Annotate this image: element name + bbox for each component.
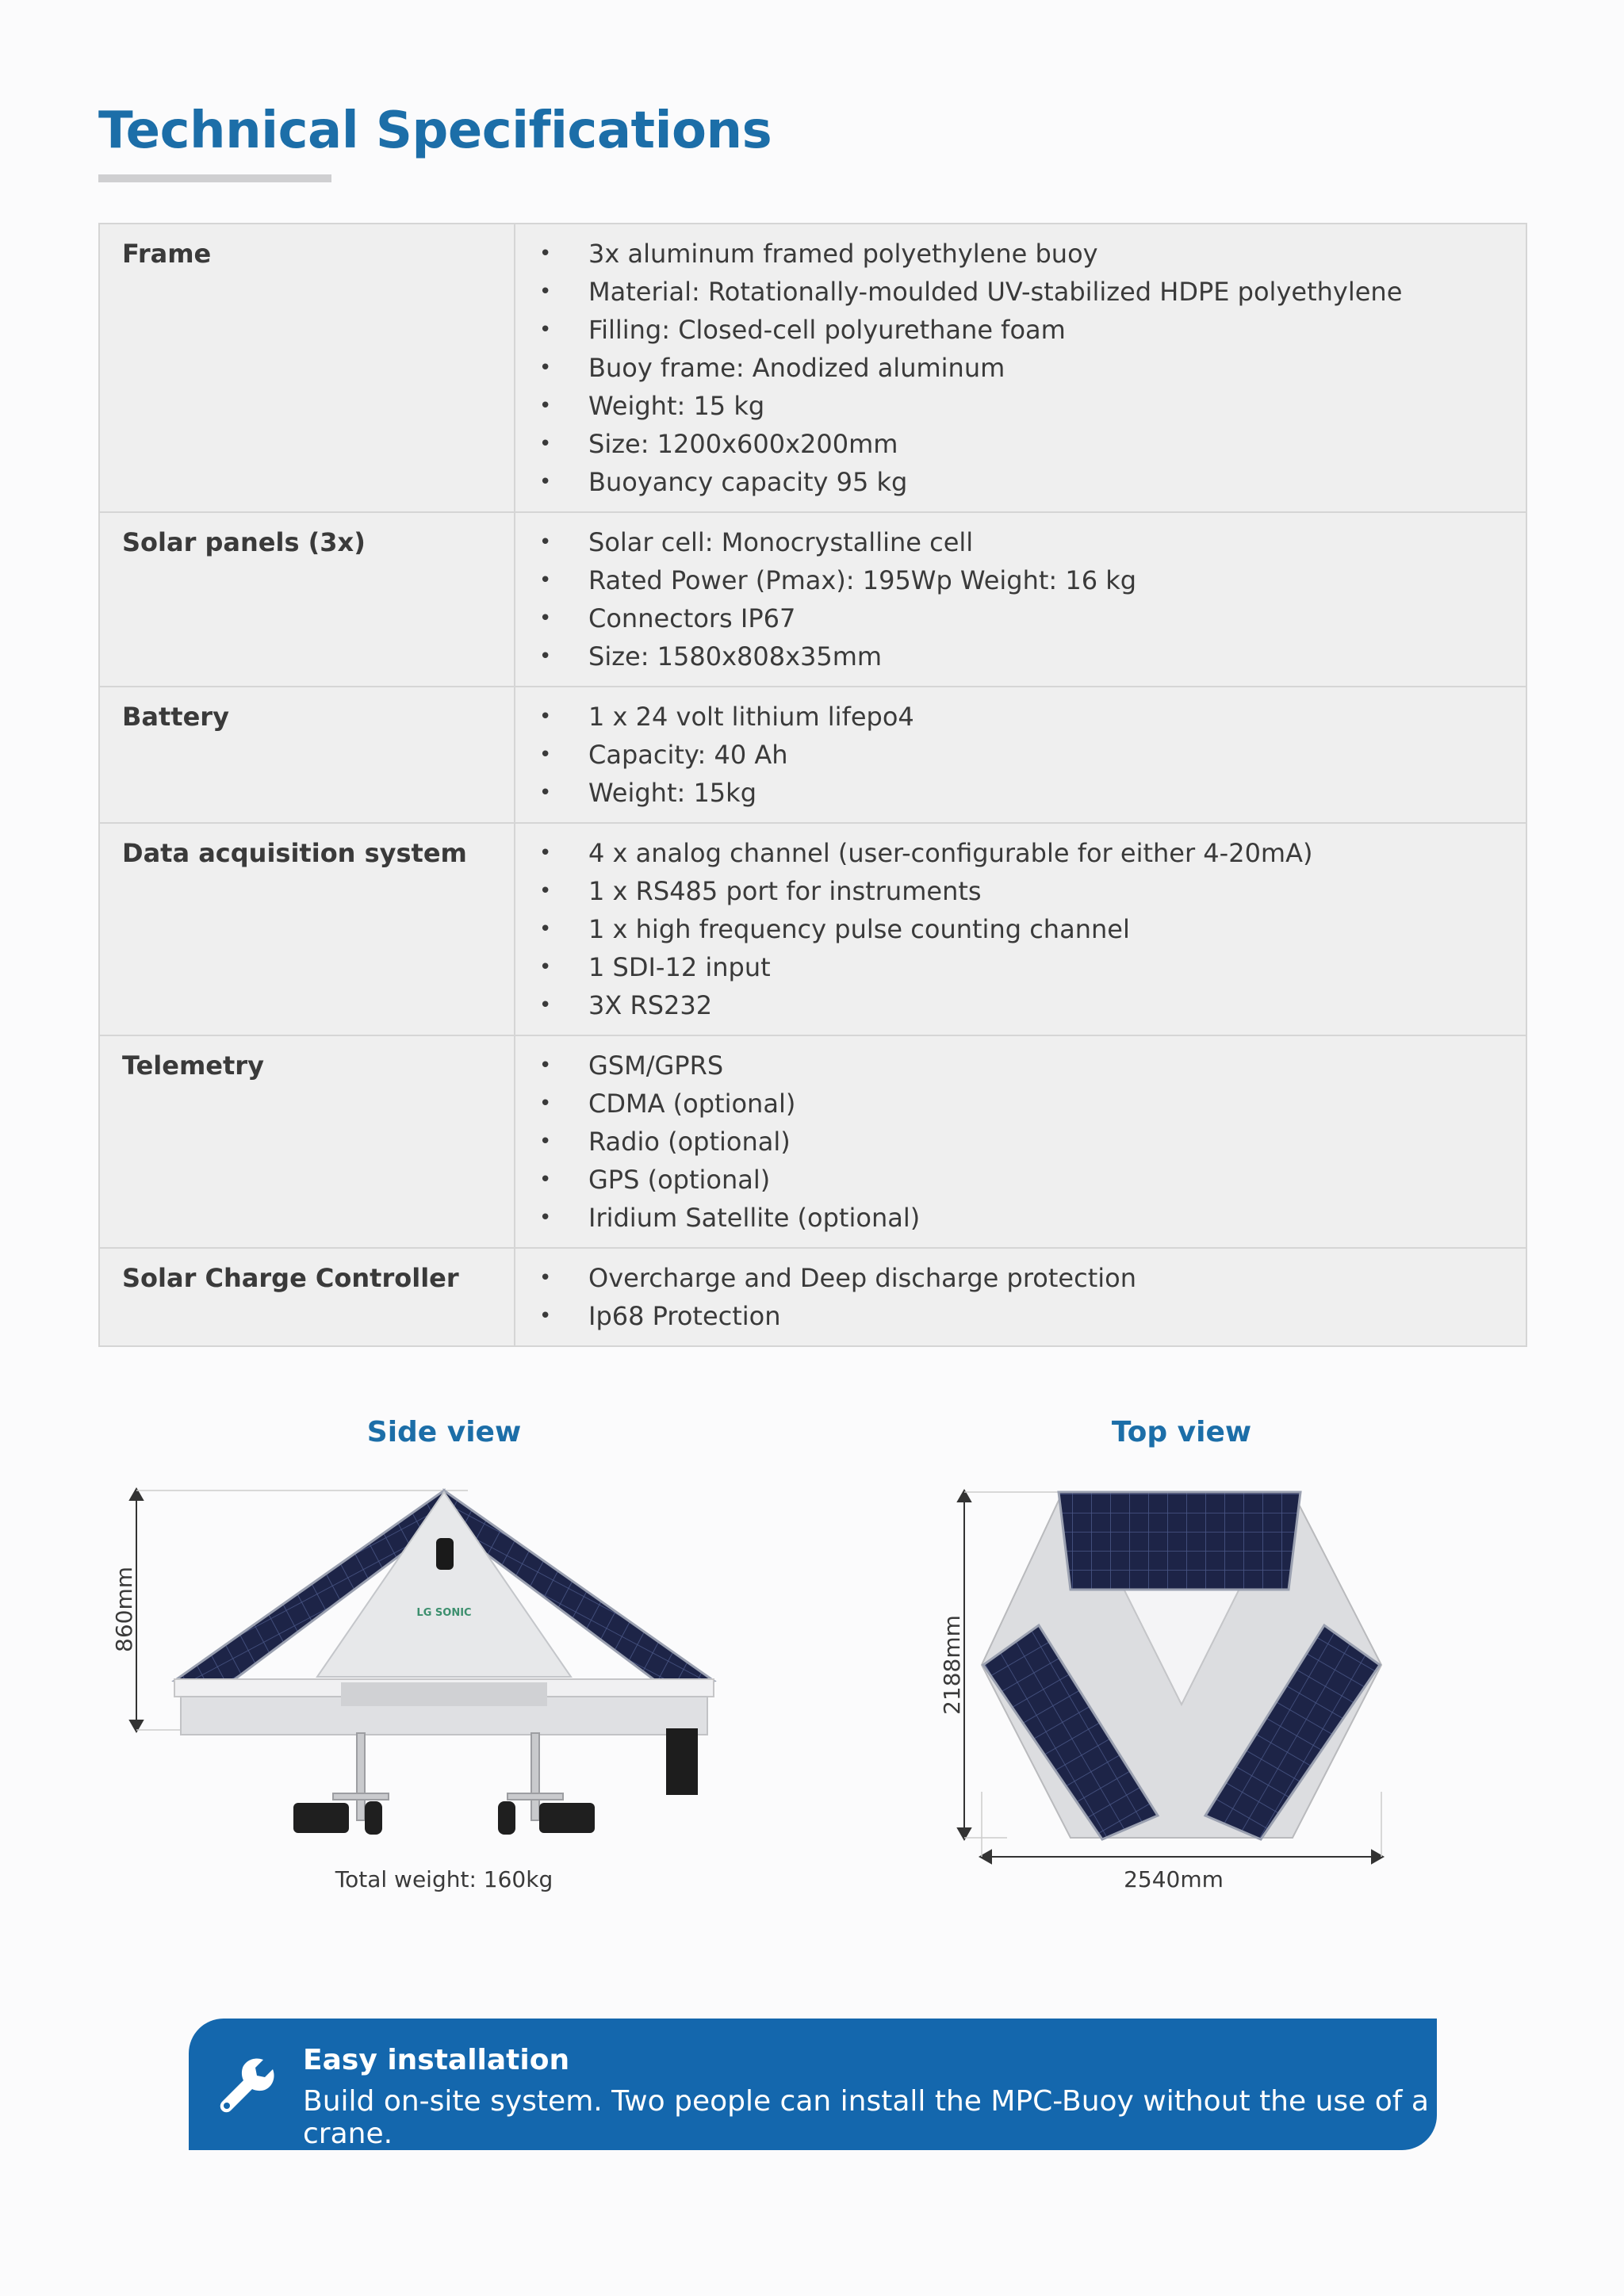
top-view-width-label: 2540mm bbox=[1124, 1866, 1224, 1892]
top-height-label: 2188mm bbox=[939, 1615, 965, 1715]
spec-item: • 1 x high frequency pulse counting channel bbox=[539, 910, 1526, 948]
spec-items bbox=[515, 512, 1526, 687]
spec-item: • 1 SDI-12 input bbox=[539, 948, 1526, 986]
spec-item: • CDMA (optional) bbox=[539, 1085, 1526, 1123]
spec-item: • Weight: 15kg bbox=[539, 774, 1526, 812]
spec-row bbox=[99, 823, 1526, 1035]
banner-title: Easy installation bbox=[303, 2044, 570, 2076]
spec-item: • Buoyancy capacity 95 kg bbox=[539, 463, 1526, 501]
spec-row bbox=[99, 224, 1526, 512]
spec-item: • Weight: 15 kg bbox=[539, 387, 1526, 425]
page-title: Technical Specifications bbox=[98, 101, 772, 160]
logo-text: LG SONIC bbox=[416, 1607, 472, 1619]
top-view-image bbox=[920, 1475, 1396, 1871]
spec-table bbox=[98, 223, 1527, 1347]
spec-item: • Connectors IP67 bbox=[539, 599, 1526, 637]
side-view-caption: Total weight: 160kg bbox=[335, 1866, 553, 1892]
spec-item: • Filling: Closed-cell polyurethane foam bbox=[539, 311, 1526, 349]
spec-item: • Iridium Satellite (optional) bbox=[539, 1199, 1526, 1237]
spec-item: • Size: 1580x808x35mm bbox=[539, 637, 1526, 675]
spec-item: • 4 x analog channel (user-configurable for either 4-20mA) bbox=[539, 834, 1526, 872]
side-view-image bbox=[95, 1475, 745, 1847]
spec-label: Solar panels (3x) bbox=[99, 512, 515, 687]
spec-item: • Size: 1200x600x200mm bbox=[539, 425, 1526, 463]
top-view-title: Top view bbox=[1111, 1416, 1252, 1448]
spec-items bbox=[515, 1248, 1526, 1346]
spec-item: • Radio (optional) bbox=[539, 1123, 1526, 1161]
spec-item: • 3x aluminum framed polyethylene buoy bbox=[539, 235, 1526, 273]
title-underline bbox=[98, 174, 331, 182]
spec-label: Frame bbox=[99, 224, 515, 512]
spec-items bbox=[515, 1035, 1526, 1248]
spec-label: Battery bbox=[99, 687, 515, 823]
spec-items bbox=[515, 687, 1526, 823]
banner-text: Build on-site system. Two people can install the MPC-Buoy without the use of a crane. bbox=[303, 2085, 1429, 2150]
spec-item: • Overcharge and Deep discharge protection bbox=[539, 1259, 1526, 1297]
spec-row bbox=[99, 1035, 1526, 1248]
side-view-title: Side view bbox=[366, 1416, 522, 1448]
spec-item: • Ip68 Protection bbox=[539, 1297, 1526, 1335]
spec-label: Data acquisition system bbox=[99, 823, 515, 1035]
wrench-icon bbox=[214, 2053, 278, 2117]
spec-item: • 1 x RS485 port for instruments bbox=[539, 872, 1526, 910]
spec-row bbox=[99, 512, 1526, 687]
spec-item: • 3X RS232 bbox=[539, 986, 1526, 1024]
spec-item: • Capacity: 40 Ah bbox=[539, 736, 1526, 774]
spec-item: • GPS (optional) bbox=[539, 1161, 1526, 1199]
spec-item: • Buoy frame: Anodized aluminum bbox=[539, 349, 1526, 387]
spec-row bbox=[99, 687, 1526, 823]
easy-installation-banner bbox=[189, 2019, 1437, 2150]
spec-item: • Solar cell: Monocrystalline cell bbox=[539, 523, 1526, 561]
spec-label: Solar Charge Controller bbox=[99, 1248, 515, 1346]
spec-item: • Rated Power (Pmax): 195Wp Weight: 16 kg bbox=[539, 561, 1526, 599]
spec-row bbox=[99, 1248, 1526, 1346]
spec-item: • GSM/GPRS bbox=[539, 1047, 1526, 1085]
spec-label: Telemetry bbox=[99, 1035, 515, 1248]
spec-items bbox=[515, 823, 1526, 1035]
spec-items bbox=[515, 224, 1526, 512]
spec-item: • 1 x 24 volt lithium lifepo4 bbox=[539, 698, 1526, 736]
side-height-label: 860mm bbox=[111, 1567, 137, 1652]
spec-item: • Material: Rotationally-moulded UV-stabilized HDPE polyethylene bbox=[539, 273, 1526, 311]
